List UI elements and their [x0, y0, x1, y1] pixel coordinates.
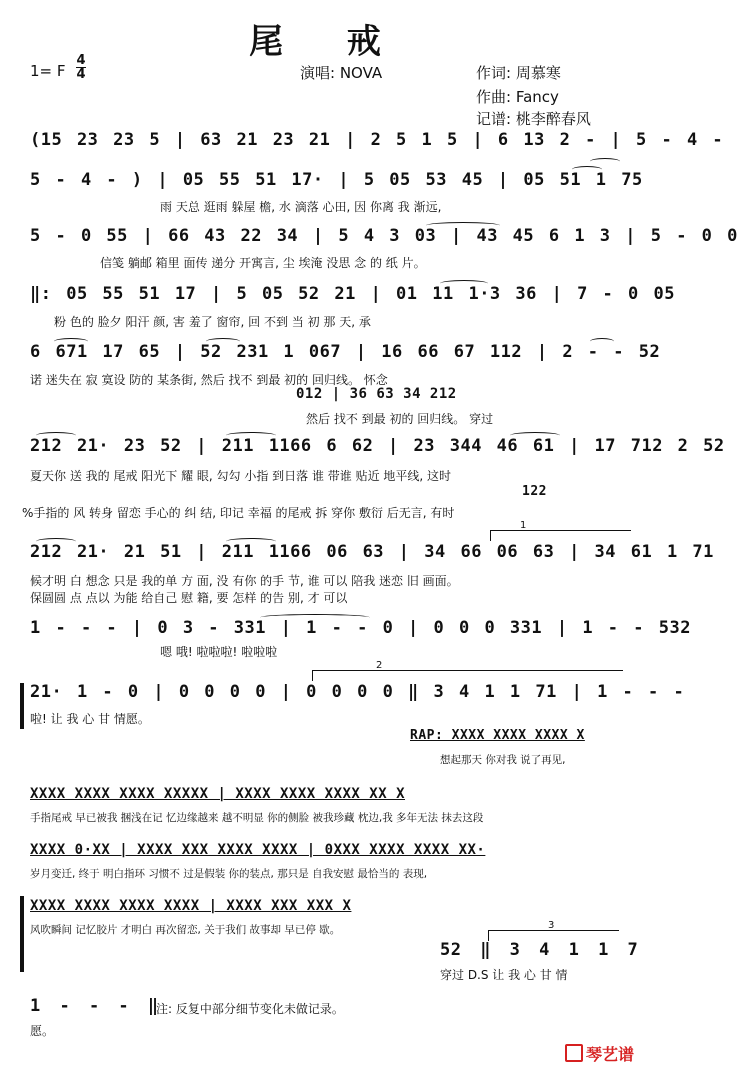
rap-lyric-3: 岁月变迁, 终于 明白指环 习惯不 过是假装 你的装点, 那只是 自我安慰 最恰当的 表现,: [30, 868, 428, 880]
footnote: 注: 反复中部分细节变化未做记录。: [156, 1002, 344, 1016]
lyric-row-6a: 夏天你 送 我的 尾戒 阳光下 耀 眼, 勾勾 小指 到日落 谁 带谁 贴近 地平线, 这时: [30, 469, 452, 483]
tie-mark: [590, 158, 620, 165]
rap-row-4: XXXX XXXX XXXX XXXX | XXXX XXX XXX X: [30, 898, 352, 914]
notation-alt-122: 122: [522, 484, 547, 499]
time-signature: [76, 54, 86, 81]
lyric-final: 愿。: [30, 1024, 55, 1038]
slur-mark: [206, 338, 240, 345]
notation-row-9: 21· 1 - 0 | 0 0 0 0 | 0 0 0 0 ‖ 3 4 1 1 71 | 1 - - -: [30, 682, 685, 702]
lyric-row-4: 粉 色的 脸夕 阳汗 颜, 害 羞了 窗帘, 回 不到 当 初 那 天, 承: [54, 315, 371, 329]
time-top: 4: [76, 53, 86, 68]
slur-mark: [226, 538, 276, 545]
rap-row-2: XXXX XXXX XXXX XXXXX | XXXX XXXX XXXX XX X: [30, 786, 406, 802]
volta-number-3: 3: [548, 920, 555, 931]
volta-number-2: 2: [376, 660, 383, 671]
system-brace: [20, 896, 24, 972]
slur-mark: [226, 432, 276, 439]
lyric-row-3: 信笺 躺邮 箱里 面传 递分 开寓言, 尘 埃淹 没思 念 的 纸 片。: [100, 256, 426, 270]
rap-row-3: XXXX 0·XX | XXXX XXX XXXX XXXX | 0XXX XXXX XXXX XX·: [30, 842, 486, 858]
composer: 作曲: Fancy: [476, 88, 559, 106]
slur-mark: [510, 432, 560, 439]
notation-row-1: (15 23 23 5 | 63 21 23 21 | 2 5 1 5 | 6 13 2 - | 5 - 4 -: [30, 130, 724, 150]
system-brace: [20, 683, 24, 729]
time-bottom: 4: [76, 67, 86, 82]
volta-bracket-1: [490, 530, 631, 541]
slur-mark: [440, 280, 488, 287]
lyricist: 作词: 周慕寒: [476, 64, 561, 82]
notation-row-ending: 52 ‖ 3 4 1 1 7: [440, 940, 639, 960]
rap-lyric-1: 想起那天 你对我 说了再见,: [440, 754, 566, 766]
song-title: 尾 戒: [249, 22, 407, 62]
lyric-row-7a: 候才明 白 想念 只是 我的单 方 面, 没 有你 的手 节, 谁 可以 陪我 迷恋 旧 画面。: [30, 574, 459, 588]
lyric-row-9: 啦! 让 我 心 甘 情愿。: [30, 712, 150, 726]
singer: 演唱: NOVA: [300, 64, 383, 82]
slur-mark: [426, 222, 500, 229]
tie-mark: [260, 614, 370, 621]
site-logo: [565, 1042, 634, 1065]
volta-bracket-2: [312, 670, 623, 681]
slur-mark: [36, 538, 76, 545]
lyric-row-6b: %手指的 风 转身 留恋 手心的 纠 结, 印记 幸福 的尾戒 拆 穿你 敷衍 后无言, 有时: [22, 506, 455, 520]
lyric-alt: 然后 找不 到最 初的 回归线。 穿过: [306, 412, 494, 426]
key-signature: 1= F: [30, 62, 66, 80]
notation-final: 1 - - - ‖: [30, 996, 159, 1016]
lyric-row-8: 嗯 哦! 啦啦啦! 啦啦啦: [160, 645, 278, 659]
lyric-row-5: 诺 迷失在 寂 寞设 防的 某条街, 然后 找不 到最 初的 回归线。 怀念: [30, 373, 388, 387]
notation-row-2: 5 - 4 - ) | 05 55 51 17· | 5 05 53 45 | 05 51 1 75: [30, 170, 643, 190]
notation-row-6: 212 21· 23 52 | 211 1166 6 62 | 23 344 46 61 | 17 712 2 52: [30, 436, 725, 456]
lyric-row-7b: 保圆圆 点 点以 为能 给自己 慰 籍, 要 怎样 的告 别, 才 可以: [30, 591, 348, 605]
notation-row-5: 6 671 17 65 | 52 231 1 067 | 16 66 67 112 | 2 - - 52: [30, 342, 661, 362]
logo-icon: [565, 1044, 583, 1062]
notation-row-8: 1 - - - | 0 3 - 331 | 1 - - 0 | 0 0 0 331 | 1 - - 532: [30, 618, 691, 638]
logo-text: 琴艺谱: [585, 1045, 634, 1064]
slur-mark: [36, 432, 76, 439]
lyric-row-2: 雨 天总 逛雨 躲屋 檐, 水 滴落 心田, 因 你离 我 渐远,: [160, 200, 442, 214]
rap-row-1: RAP: XXXX XXXX XXXX X: [410, 728, 585, 743]
notation-row-3: 5 - 0 55 | 66 43 22 34 | 5 4 3 03 | 43 45 6 1 3 | 5 - 0 0: [30, 226, 738, 246]
slur-mark: [590, 338, 614, 345]
volta-number-1: 1: [520, 520, 527, 531]
notation-row-7: 212 21· 21 51 | 211 1166 06 63 | 34 66 06 63 | 34 61 1 71: [30, 542, 714, 562]
rap-lyric-2: 手指尾戒 早已被我 捆浅在记 忆边缘越来 越不明显 你的侧脸 被我珍藏 枕边,我 多年无法 抹去这段: [30, 812, 484, 824]
notation-row-4: ‖: 05 55 51 17 | 5 05 52 21 | 01 11 1·3 36 | 7 - 0 05: [30, 284, 675, 304]
transcriber: 记谱: 桃李醉春风: [476, 110, 591, 128]
notation-alt-pickup: 012 | 36 63 34 212: [296, 386, 457, 402]
slur-mark: [572, 166, 602, 173]
rap-lyric-4: 风吹瞬间 记忆胶片 才明白 再次留恋, 关于我们 故事却 早已停 歇。: [30, 924, 341, 936]
slur-mark: [54, 338, 88, 345]
lyric-ending: 穿过 D.S 让 我 心 甘 情: [440, 968, 568, 982]
